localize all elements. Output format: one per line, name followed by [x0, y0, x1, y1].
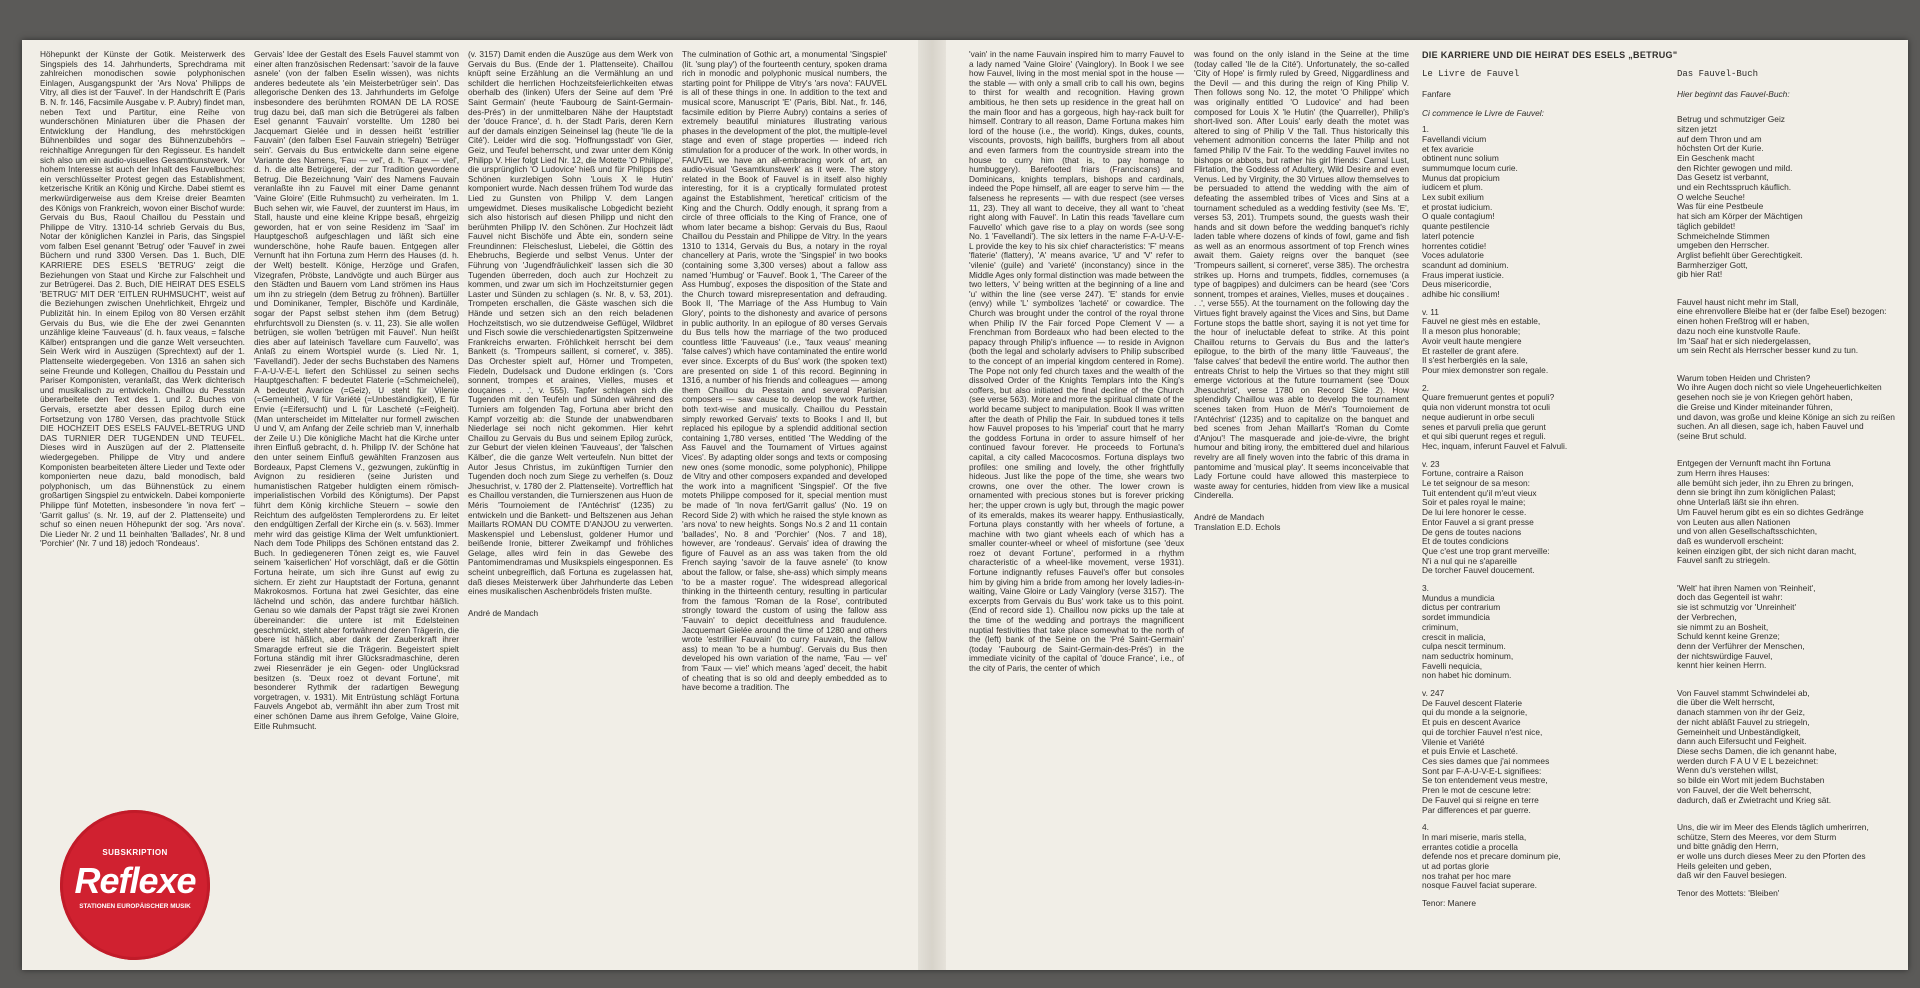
stanza: 1. Favellandi vicium et fex avaricie obtinent nunc solium summumque locum curie. Munus dat propicium iudicem et plum. Lex subit exilium et prostat iudicium. O quale contagium! quante pestilencie laterl potencie horrentes cotidie! Voces adulatorie scandunt ad dominium. Fraus imperat iusticie. Deus misericordie, adhibe hic consilium!: [1422, 124, 1518, 300]
liner-notes-english-3: was found on the only island in the Seine at the time (today called 'Ile de la Cité'). Unfortunately, the so-called 'City of Hope' is firmly ruled by Greed, Niggardliness and the Devil — and this during the reign of King Philip V. Then follows song No. 12, the motet 'O Philippe' which was originally entitled 'O Ludovice' and had been composed for Louis X 'le Hutin' (the Quarreller), Philip's short-lived son. After Louis' early death the motet was altered to sing of Philip V the Tall. Thus historically this vehement admonition concerns the later Philip and not famed Philip IV the Fair. To the wedding Fauvel invites no bishops or abbots, but rather his girl friends: Carnal Lust, Flirtation, the Goddess of Adultery, Wild Desire and even Venus. Led by Virginity, the 30 Virtues allow themselves to be persuaded to attend the wedding with the aim of defeating the assembled tribes of Vices and Sins at a tournament scheduled as a wedding festivity (see Ms. 'E', verses 53, 201). Trumpets sound, the guests wash their hands and sit down before the wedding banquet's richly laden table where dozens of kinds of fowl, game and fish as well as an enormous assortment of top French wines await them. Gaiety reigns over the banquet (see 'Trompeurs saillent, si corneret', verse 385). The orchestra strikes up. Horns and trumpets, fiddles, cornemuses (a type of bagpipes) and dulcimers can be heard (see 'Cors sonnent, trompes et araines, Vielles, muses et douçaines . . .', verse 555). At the tournament on the following day the Virtues fight bravely against the Vices and Sins, but Dame Fortune stops the battle short, saying it is not yet time for the hour of ineluctable defeat to strike. At this point Chaillou returns to Gervais du Bus and the latter's epilogue, to the birth of the many little 'Fauveaus', the 'false calves' that bedevil the entire world. The author then entreats Christ to help the Virtues so that they might still emerge victorious at the future tournament (see 'Doux Jhesuchrist', verse 1780 on Record Side 2). How splendidly Chaillou was able to develop the tournament scenes taken from Huon de Méri's 'Tournoiement de l'Antéchrist' (1235) and to capitalize on the banquet and bed scenes from Jehan Maillart's 'Roman du Comte d'Anjou'! The masquerade and joie-de-vivre, the bright humour and biting irony, the embittered duel and hilarious revelry are all finely woven into the fabric of this drama in pantomime and 'musical play'. It seems inconceivable that Lady Fortune could have allowed this masterpiece to waste away for centuries, hidden from view like a musical Cinderella. André de Mandach Translation E.D. Echols: [1194, 50, 1409, 532]
stanza: Von Fauvel stammt Schwindelei ab, die über die Welt herrscht, danach stammen von ihr der Geiz, der nicht abläßt Fauvel zu striegeln, Gemeinheit und Unbeständigkeit, dann auch Eifersucht und Feigheit. Diese sechs Damen, die ich genannt habe, werden durch F A U V E L bezeichnet: Wenn du's verstehen willst, so bilde ein Wort mit jedem Buchstaben von Fauvel, der die Welt beherrscht, dadurch, daß er Zwietracht und Krieg sät.: [1677, 687, 1837, 805]
gatefold-sleeve: [22, 40, 1908, 970]
liner-notes-german-2: Gervais' Idee der Gestalt des Esels Fauvel stammt von einer alten französischen Redensart: 'savoir de la fauve asnele' (von der falben Eselin wissen), was nichts anderes bedeutete als 'ein Meisterbetrüger sein'. Das allegorische Denken des 13. Jahrhunderts im Gefolge insbesondere des berühmten ROMAN DE LA ROSE trug dazu bei, daß man sich die Betrügerei als falben Esel genannt 'Fauvain' vorstellte. Um 1280 bei Jacquemart Gielée und in dessen heißt 'estrillier Fauvain' (den falben Esel Fauvain striegeln) 'Betrüger sein'. Gervais du Bus entwickelte dann seine eigene Variante des Namens, 'Fau — vel', d. h. 'Faux — viel', d. h. die alte Betrügerei, der zur Tradition gewordene Betrug. Die Bezeichnung 'Vain' des Namens Fauvain veranlaßte ihn zu Fauvel mit einer Dame genannt 'Vaine Gloire' (Eitle Ruhmsucht) zu verheiraten. Im 1. Buch sehen wir, wie Fauvel, der zuunterst im Haus, im Stall, hauste und eine kleine Krippe besaß, ehrgeizig geworden, hat er von seine Residenz im 'Saal' im Hauptgeschoß aufgeschlagen und läßt sich eine wunderschöne, hohe Raufe bauen. Entgegen aller Vernunft hat ihn Fortuna zum Herrn des Hauses (d. h. der Welt) bestellt. Könige, Herzöge und Grafen, Vizegrafen, Pröbste, Landvögte und auch Bürger aus den Städten und Bauern vom Land strömen ins Haus um ihn zu striegeln (dem Betrug zu fröhnen). Bartüller und Dominikaner, Templer, Bischöfe und Kardinäle, sogar der Papst selbst stehen ihm (dem Betrug) ehrfurchtsvoll zu Diensten (s. v. 11, 23). Sie alle wollen betrügen, sie wollen 'betrügen mit Fauvel'. Nun heißt dies aber auf lateinisch 'favellare cum Fauvello', was Anlaß zu einem Wortspiel wurde (s. Lied Nr. 1, 'Favellandi'). Jeder der sechs Buchstaben des Namens F-A-U-V-E-L liefert den Schlüssel zu seinen sechs Hauptgeschaften: F bedeutet Flaterie (=Schmeichelei), A bedeutet Avarice (=Geiz), U steht für Vilenie (=Gemeinheit), V für Variété (=Unbeständigkeit), E für Envie (=Eifersucht) und L für Lascheté (=Feigheit). (Man unterscheidet im Mittelalter nur formell zwischen U und V, am Anfang der Zeile schrieb man V, innerhalb der Zeile U.) Die königliche Macht hat die Kirche unter ihren Einfluß gebracht, d. h. Philipp IV. der Schöne hat den unter seinem Einfluß gewählten Franzosen aus Bordeaux, Papst Clemens V., gezwungen, zukünftig in Avignon zu residieren (seine Juristen und humanistischen Ratgeber huldigten einem römisch-imperialistischen Vorbild des Königtums). Der Papst führt dem König kirchliche Steuern – sowie den Reichtum des aufgelösten Templerordens zu. Er leitet den endgültigen Zerfall der Kirche ein (s. v. 563). Immer mehr wird das geistige Klima der Welt umfunktioniert. Nach dem Tode Philipps des Schönen entstand das 2. Buch. In gediegeneren Tönen zeigt es, wie Fauvel seinem 'kaiserlichen' Hof vorschlägt, daß er die Göttin Fortuna heirate, um sich ihre Gunst auf ewig zu sichern. Er zieht zur Hauptstadt der Fortuna, genannt Makrokosmos. Fortuna hat zwei Gesichter, das eine lächelnd und schön, das andere furchtbar häßlich. Genau so wie damals der Papst trägt sie zwei Kronen übereinander: die untere ist mit Edelsteinen geschmückt, steht aber fortwährend deren Trägerin, die obere ist häßlich, aber dank der Zauberkraft ihrer Smaragde erfreut sie die Trägerin. Begeistert spielt Fortuna ständig mit ihrer Glücksradmaschine, deren zwei Riesenräder je ein Gegen- oder Unglücksrad besitzen (s. 'Deux roez ot devant Fortune', mit besonderer Rythmik der radartigen Bewegung vorgetragen, v. 1931). Mit Entrüstung schlägt Fortuna Fauvels Angebot ab, vermählt ihn aber zum Trost mit einer schönen Dame aus ihrem Gefolge, Vaine Gloire, Eitle Ruhmsucht.: [254, 50, 459, 731]
incipit: Hier beginnt das Fauvel-Buch:: [1677, 88, 1790, 99]
stanza: v. 11 Fauvel ne giest mès en estable, Il a meson plus honorable; Avoir veult haute mengiere Et rasteller de grant afere. Il s'est herbergiés en la sale, Pour miex demonstrer son regale.: [1422, 306, 1549, 375]
german-translation: [1677, 70, 1905, 907]
libretto-heading: DIE KARRIERE UND DIE HEIRAT DES ESELS „BETRUG": [1422, 50, 1678, 60]
author-signature: André de Mandach: [1194, 511, 1265, 522]
column-title: Das Fauvel-Buch: [1677, 69, 1759, 79]
liner-notes-german-3: (v. 3157) Damit enden die Auszüge aus dem Werk von Gervais du Bus. (Ende der 1. Plattenseite). Chaillou knüpft seine Erzählung an die Vermählung an und schildert die herrlichen Hochzeitsfeierlichkeiten etwas oberhalb des (linken) Ufers der Seine auf dem 'Pré Saint Germain' (heute 'Faubourg de Saint-Germain-des-Prés') in der unmittelbaren Nähe der Hauptstadt der 'douce France', d. h. der Stadt Paris, deren Kern auf der damals einzigen Seineinsel lag (heute 'Ile de la Cité'). Leider wird die sog. 'Hoffnungsstadt' von Gier, Geiz, und Teufel beherrscht, und zwar unter dem König Philipp V. Hier folgt Lied Nr. 12, die Motette 'O Philippe', die ursprünglich 'O Ludovice' hieß und für Philipps des Schönen kurzlebigen Sohn 'Louis X le Hutin' komponiert wurde. Nach dessen frühem Tod wurde das Lied zu Gunsten von Philipp V. dem Langen umgewidmet. Dieses musikalische Lobgedicht bezieht sich also historisch auf diesen Philipp und nicht den berühmten Philipp IV. den Schönen. Zur Hochzeit lädt Fauvel nicht Bischöfe und Äbte ein, sondern seine Freundinnen: Fleischeslust, Liebelei, die Göttin des Ehebruchs, Begierde und selbst Venus. Unter der Führung von 'Jugendfräulichkeit' lassen sich die 30 Tugenden überreden, doch auch zur Hochzeit zu kommen, und zwar um sich im Hochzeitsturnier gegen Laster und Sünden zu schlagen (s. Nr. 8, v. 53, 201). Trompeten erschallen, die Gäste waschen sich die Hände und setzen sich an den reich beladenen Hochzeitstisch, wo sie dutzendweise Geflügel, Wildbret und Fisch sowie die verschiedenartigsten Spitzenweine Frankreichs erwarten. Fröhlichkeit herrscht bei dem Bankett (s. 'Trompeurs saillent, si corneret', v. 385). Das Orchester spielt auf, Hörner und Trompeten, Fiedeln, Dudelsack und Dudone erklingen (s. 'Cors sonnent, trompes et araines, Vielles, muses et douçaines . . .', v. 555). Tapfer schlagen sich die Tugenden mit den Teufeln und Sünden während des Turniers am folgenden Tag, Fortuna aber bricht den Kampf vorzeitig ab: die Stunde der unabwendbaren Niederlage sei noch nicht gekommen. Hier kehrt Chaillou zu Gervais du Bus und seinem Epilog zurück, zur Geburt der vielen kleinen 'Fauveaus', der 'falschen Kälber', die die ganze Welt verteufeln. Nun bittet der Autor Jesus Christus, im zukünftigen Turnier den Tugenden doch noch zum Siege zu verhelfen (s. Douz Jhesuchrist, v. 1780 der 2. Plattenseite). Vortrefflich hat es Chaillou verstanden, die Turnierszenen aus Huon de Méris 'Tournoiement de l'Antéchrist' (1235) zu entwickeln und die Bankett- und Beltszenen aus Jehan Maillarts ROMAN DU COMTE D'ANJOU zu verwerten. Maskenspiel und Lebenslust, goldener Humor und beißende Ironie, bitterer Zweikampf und fröhliches Gelage, alles wird fein in das Gewebe des Pantomimendramas und Musikspiels eingesponnen. Es scheint unbegreiflich, daß Fortuna es zugelassen hat, daß dieses Meisterwerk über Jahrhunderte das Leben eines musikalischen Aschenbrödels fristen mußte. André de Mandach: [468, 50, 673, 618]
stanza: Tenor des Mottets: 'Bleiben': [1677, 888, 1780, 899]
stanza: Tenor: Manere: [1422, 898, 1476, 909]
liner-notes-english-2: 'vain' in the name Fauvain inspired him to marry Fauvel to a lady named 'Vaine Gloire' (Vainglory). In Book I we see how Fauvel, living in the most menial spot in the house — the stable — with only a small crib to call his own, begins to thirst for wealth and recognition. Having grown ambitious, he then sets up residence in the great hall on the main floor and has a gorgeous, high hay-rack built for himself. Contrary to all reason, Dame Fortuna makes him lord of the house (i.e., the world). Kings, dukes, counts, viscounts, provosts, high bailiffs, burghers from all about and even farmers from the countryside stream into the house to curry him (that is, to pay homage to humbuggery). Barefooted friars (Franciscans) and Dominicans, knights templars, bishops and cardinals, indeed the Pope himself, all are eager to serve him — the falseness he represents — with due respect (see verses 11, 23). They all want to deceive, they all want to 'cheat right along with Fauvel'. In Latin this reads 'favellare cum Fauvello' which gave rise to a play on words (see song No. 1 'Favellandi'). The six letters in the name F-A-U-V-E-L provide the key to his six chief characteristics: 'F' means 'flaterie' (flattery), 'A' means avarice, 'U' and 'V' refer to 'vilenie' (guile) and 'varieté' (inconstancy) since in the Middle Ages only formal distinction was made between the two letters, 'v' being written at the beginning of a line and 'u' within the line (see verse 247). 'E' stands for envie (envy) while 'L' symbolizes 'lacheté' or cowardice. The Church was brought under the control of the royal throne when Philip IV the Fair forced Pope Clement V — a Frenchman from Bordeaux who had been elected to the papacy through Philip's influence — to reside in Avignon (both the legal and scholarly advisers to Philip subscribed to the concept of an imperial kingdom centered in Rome). The Pope not only fed church taxes and the wealth of the dissolved Order of the Knights Templars into the King's coffers, but also initiated the final decline of the Church (see verse 563). More and more the spiritual climate of the world became subject to manipulation. Book II was written after the death of Philip the Fair. In subdued tones it tells how Fauvel proposes to his 'imperial' court that he marry the goddess Fortuna in order to assure himself of her continued favour forever. He proceeds to Fortuna's capital, a city called Macocosmos. Fortuna displays two profiles: one smiling and lovely, the other frightfully hideous. Just like the pope of the time, she wears two crowns, one over the other. The lower crown is ornamented with precious stones but is forever pricking her; the upper crown is ugly but, through the magic power of its emeralds, makes its wearer happy. Enthusiastically, Fortuna plays constantly with her wheels of fortune, a machine with two giant wheels each of which has a smaller counter-wheel or wheel of misfortune (see 'deux roez ot devant Fortune', performed in a rhythm characteristic of a wheel-like movement, verse 1931). Fortune indignantly refuses Fauvel's offer but consoles him by giving him a bride from among her lovely ladies-in-waiting, Vaine Gloire or Lady Vainglory (verse 3157). The excerpts from Gervais du Bus' work take us to this point. (End of record side 1). Chaillou now picks up the tale at the time of the wedding and portrays the magnificent nuptial festivities that take place somewhat to the north of the (left) bank of the Seine on the 'Pré Saint-Germain' (today 'Faubourg de Saint-Germain-des-Prés') in the immediate vicinity of the capital of 'douce France', i.e., of the city of Paris, the center of which: [969, 50, 1184, 673]
fanfare-label: Fanfare: [1422, 88, 1451, 99]
stanza: Entgegen der Vernunft macht ihn Fortuna zum Herrn ihres Hauses: alle bemüht sich jeder, ihn zu Ehren zu bringen, denn sie bringt ihn zum königlichen Palast; ohne Unterlaß läßt sie ihn ehren. Um Fauvel herum gibt es ein so dichtes Gedränge von Leuten aus allen Nationen und von allen Gesellschaftsschichten, daß es wundervoll erscheint: keinen einzigen gibt, der sich nicht daran macht, Fauvel sanft zu striegeln.: [1677, 458, 1864, 566]
stanza: Uns, die wir im Meer des Elends täglich umherirren, schütze, Stern des Meeres, vor dem Sturm und bitte gnädig den Herrn, er wolle uns durch dieses Meer zu den Pforten des Heils geleiten und geben, daß wir den Fauvel besiegen.: [1677, 821, 1869, 881]
badge-series-label: STATIONEN EUROPÄISCHER MUSIK: [79, 903, 191, 910]
reflexe-logo: Reflexe: [74, 860, 196, 901]
stanza: Warum toben Heiden und Christen? Wo ihre Augen doch nicht so viele Ungeheuerlichkeiten gesehen noch sie je von Kriegen gehört haben, die Greise und Kinder miteinander führen, und davon, was große und kleine Könige an sich zu reißen suchen. An all diesen, sage ich, haben Fauvel und (seine Brut schuld.: [1677, 372, 1895, 441]
stanza: 4. In mari miserie, maris stella, errantes cotidie a procella defende nos et precare dominum pie, ut ad portas glorie nos trahat per hoc mare nosque Fauvel faciat superare.: [1422, 822, 1561, 891]
latin-french-text: [1422, 70, 1647, 917]
reflexe-subscription-badge: [60, 810, 210, 960]
stanza: 2. Quare fremuerunt gentes et populi? quia non viderunt monstra tot oculi neque audierunt in orbe seculi senes et parvuli prelia que gerunt et qui sibi querunt reges et reguli. Hec, inquam, inferunt Fauvel et Falvuli.: [1422, 382, 1568, 451]
liner-notes-english-1: The culmination of Gothic art, a monumental 'Singspiel' (lit. 'sung play') of the fourteenth century, spoken drama rich in monodic and polyphonic musical numbers, the starting point for Philippe de Vitry's 'ars nova': FAUVEL is all of these things in one. In addition to the text and musical score, Manuscript 'E' (Paris, Bibl. Nat., fr. 146, facsimile edition by Pierre Aubry) contains a series of extremely beautiful miniatures illustrating various phases in the development of the plot, the multiple-level stage and even of stage properties — indeed rich stimulation for a producer of the work. In other words, in FAUVEL we have an all-embracing work of art, an audio-visual 'Gesamtkunstwerk' as it were. The story related in the Book of Fauvel is in itself also highly interesting, for it is a cryptically formulated protest against the Establishment, 'heretical' criticism of the King and the Church. Oddly enough, it sprang from a circle of three officials to the King of France, one of whom later became a bishop: Gervais du Bus, Raoul Chaillou du Pesstain and Philippe de Vitry. In the years 1310 to 1314, Gervais du Bus, a notary in the royal chancellery at Paris, wrote the 'Singspiel' in two books (containing some 3,300 verses) about a fallow ass named 'Humbug' or 'Fauvel'. Book 1, 'The Career of the Ass Humbug', exposes the disposition of the State and the Church toward misrepresentation and defrauding. Book II, 'The Marriage of the Ass Humbug to Vain Glory', points to the dishonesty and avarice of persons in public authority. In an epilogue of 80 verses Gervais du Bus tells how the marriage of the two produced countless little 'Fauveaus' (i.e., 'faux veaus' meaning 'false calves') which have contaminated the entire world ever since. Excerpts of du Bus' work (the spoken text) are presented on side 1 of this record. Beginning in 1316, a number of his friends and colleagues — among them Chaillou du Pesstain and several Parisian composers — saw cause to develop the work further, both text-wise and musically. Chaillou du Pesstain simply reworked Gervais' texts to Books I and II, but replaced his epilogue by a splendid additional section containing 1,780 verses, entitled 'The Wedding of the Ass Fauvel and the Tournament of Virtues against Vices'. By adapting older songs and texts or composing new ones (some monodic, some polyphonic), Philippe de Vitry and other composers expanded and developed the work into a magnificent 'Singspiel'. Of the five motets Philippe composed for it, special mention must be made of 'In nova fert/Garrit gallus' (No. 19 on Record Side 2) with which he raised the style known as 'ars nova' to new heights. Songs No.s 2 and 11 contain 'ballades', No. 8 and 'Porchier' (Nos. 7 and 18), however, are 'rondeaus'. Gervais' idea of drawing the figure of Fauvel as an ass was taken from the old French saying 'savoir de la fauve asnele' (to know about the fallow, or false, she-ass) which simply means 'to be a master rogue'. The widespread allegorical thinking in the thirteenth century, resulting in particular from the famous 'Roman de la Rose', contributed strongly toward the custom of using the fallow ass 'Fauvain' to depict deceitfulness and fraudulence. Jacquemart Gielée around the time of 1280 and others wrote 'estrillier Fauvain' (to curry Fauvain, the fallow ass) to mean 'to be a humbug'. Gervais du Bus then developed his own variation of the name, 'Fau — vel' from 'Faux — vie!' which means 'aged' deceit, the habit of cheating that is so old and deeply embedded as to have become a tradition. The: [682, 50, 887, 693]
stanza: Betrug und schmutziger Geiz sitzen jetzt auf dem Thron und am höchsten Ort der Kurie. Ein Geschenk macht den Richter gewogen und mild. Das Gesetz ist verbannt, und ein Rechtsspruch käuflich. O welche Seuche! Was für eine Pestbeule hat sich am Körper der Mächtigen täglich gebildet! Schmeichelnde Stimmen umgeben den Herrscher. Arglist befiehlt über Gerechtigkeit. Barmherziger Gott, gib hier Rat!: [1677, 114, 1803, 280]
stanza: Fauvel haust nicht mehr im Stall, eine ehrenvollere Bleibe hat er (der falbe Esel) bezogen: einen hohen Freßtrog will er haben, dazu noch eine kunstvolle Raufe. Im 'Saal' hat er sich niedergelassen, um sein Recht als Herrscher besser kund zu tun.: [1677, 296, 1887, 356]
badge-subscription-label: SUBSKRIPTION: [102, 848, 168, 857]
liner-notes-german-1: Höhepunkt der Künste der Gotik. Meisterwerk des Singspiels des 14. Jahrhunderts, Sprechdrama mit zahlreichen monodischen sowie polyphonischen Einlagen, Ausgangspunkt der 'Ars Nova' Philipps de Vitry, all dies ist der 'Fauvel'. In der Handschrift E (Paris B. N. fr. 146, Facsimile Ausgabe v. P. Aubry) findet man, neben Text und Partitur, eine Reihe von wunderschönen Miniaturen über die Phasen der Entwicklung der Handlung, des mehrstöckigen Bühnenbildes und sogar des Bühnenzubehörs – reichhaltige Anregungen für den Regisseur. Es handelt sich also um ein audio-visuelles Gesamtkunstwerk. Vor hohem Interesse ist auch der Inhalt des Fauvelbuches: ein verschlüsselter Protest gegen das Establishment, ketzerische Kritik an König und Kirche. Dabei stiemt es merkwürdigerweise aus dem Kreise dreier Beamten des Königs von Frankreich, wovon einer Bischof wurde: Gervais du Bus, Raoul Chaillou du Pesstain und Philippe de Vitry. 1310-14 schrieb Gervais du Bus, Notar der königlichen Kanzlei in Paris, das Singspiel vom falben Esel genannt 'Betrug' oder 'Fauvel' in zwei Büchern und rund 3300 Versen. Das 1. Buch, DIE KARRIERE DES ESELS 'BETRUG' zeigt die Beziehungen von Staat und Kirche zur Falschheit und zur Betrügerei. Das 2. Buch, DIE HEIRAT DES ESELS 'BETRUG' MIT DER 'EITLEN RUHMSUCHT', weist auf die Beziehungen zwischen Unehrlichkeit, Ehrgeiz und Publizität hin. In einem Epilog von 80 Versen erzählt Gervais du Bus, wie die Ehe der zwei Genannten unzählige kleine 'Fauveaus' (d. h. faux veaus, = falsche Kälber) entsprangen und die ganze Welt verseuchten. Sein Werk wird in Auszügen (Sprechtext) auf der 1. Plattenseite wiedergegeben. Von 1316 an sahen sich seine Freunde und Kollegen, Chaillou du Pesstain und Pariser Komponisten, veranlaßt, das Werk dichterisch und musikalisch zu entwickeln. Chaillou du Pesstain überarbeitete den Text des 1. und 2. Buches von Gervais, ersetzte aber dessen Epilog durch eine Fortsetzung von 1780 Versen, das prachtvolle Stück DIE HOCHZEIT DES ESELS FAUVEL-BETRUG UND DAS TURNIER DER TUGENDEN UND TEUFEL. Dieses wird in Auszügen auf der 2. Plattenseite wiedergegeben. Philippe de Vitry und andere Komponisten bearbeiteten ältere Lieder und Texte oder komponierten neue dazu, bald monodisch, bald polyphonisch, um das Bühnenstück zu einem großartigen Singspiel zu entwickeln. Dabei komponierte Philippe fünf Motetten, insbesondere 'in nova fert' – 'Garrit gallus' (s. Nr. 19, auf der 2. Plattenseite) und schuf so einen neuen Höhepunkt der sog. 'Ars nova'. Die Lieder Nr. 2 und 11 beinhalten 'Ballades', Nr. 8 und 'Porchier' (Nr. 7 und 18) jedoch 'Rondeaus'.: [40, 50, 245, 549]
incipit: Ci commence le Livre de Fauvel:: [1422, 108, 1544, 119]
stanza: 'Welt' hat ihren Namen von 'Reinheit', doch das Gegenteil ist wahr: sie ist schmutzig vor 'Unreinheit' der Verbrechen, sie nimmt zu an Bosheit, Schuld kennt keine Grenze; denn der Verführer der Menschen, der nichtswürdige Fauvel, kennt hier keinen Herrn.: [1677, 582, 1816, 671]
column-title: Le Livre de Fauvel: [1422, 69, 1520, 79]
stanza: v. 23 Fortune, contraire a Raison Le tet seignour de sa meson: Tuit entendent qu'il m'eut vieux Soir et pales royal le maine; De lui lere honorer le cesse. Entor Fauvel a si grant presse De gens de toutes nacions Et de toutes condicions Que c'est une trop grant merveille: N'i a nul qui ne s'apareille De torcher Fauvel doucement.: [1422, 458, 1550, 576]
stanza: v. 247 De Fauvel descent Flaterie qui du monde a la seignorie, Et puis en descent Avarice qui de torchier Fauvel n'est nice, Vilenie et Variété et puis Envie et Lascheté. Ces sies dames que j'ai nommees Sont par F-A-U-V-E-L signifiees: Se ton entendement veus mestre, Pren le mot de cescune letre: De Fauvel qui si reigne en terre Par differences et par guerre.: [1422, 688, 1550, 815]
stanza: 3. Mundus a mundicia dictus per contrarium sordet immundicia criminum, crescit in malicia, culpa nescit terminum. nam seductrix hominum, Favelli nequicia, non habet hic dominum.: [1422, 583, 1514, 681]
gatefold-spine: [918, 40, 946, 970]
translator-credit: Translation E.D. Echols: [1194, 521, 1281, 532]
author-signature: André de Mandach: [468, 607, 539, 618]
